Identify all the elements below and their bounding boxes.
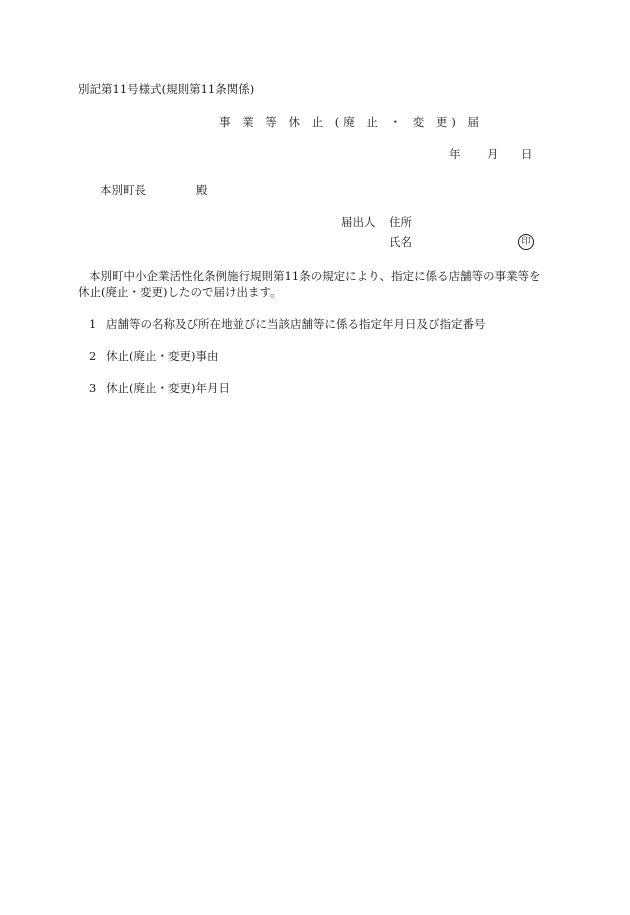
list-item (89, 380, 230, 396)
item-number: 2 (89, 349, 97, 363)
list-item (89, 348, 218, 364)
item-text: 休止(廃止・変更)年月日 (106, 381, 230, 395)
applicant-label: 届出人 (341, 215, 376, 229)
item-number: 3 (89, 381, 97, 395)
addressee-honorific: 殿 (196, 183, 208, 197)
address-label: 住所 (389, 215, 412, 229)
date-year-label: 年 (449, 147, 461, 161)
date-month-label: 月 (487, 147, 499, 161)
form-reference: 別記第11号様式(規則第11条関係) (78, 82, 255, 96)
item-number: 1 (89, 317, 97, 331)
item-text: 店舗等の名称及び所在地並びに当該店舗等に係る指定年月日及び指定番号 (106, 317, 486, 331)
list-item (89, 316, 486, 332)
date-day-label: 日 (521, 147, 533, 161)
addressee-name: 本別町長 (100, 183, 146, 197)
item-text: 休止(廃止・変更)事由 (106, 349, 219, 363)
body-paragraph (78, 268, 558, 300)
body-line-1: 本別町中小企業活性化条例施行規則第11条の規定により、指定に係る店舗等の事業等を (89, 269, 541, 283)
name-label: 氏名 (389, 235, 412, 249)
body-line-2: 休止(廃止・変更)したので届け出ます。 (78, 285, 282, 299)
document-title: 事 業 等 休 止 (廃 止 ・ 変 更) 届 (219, 115, 484, 129)
seal-icon: 印 (518, 234, 534, 250)
